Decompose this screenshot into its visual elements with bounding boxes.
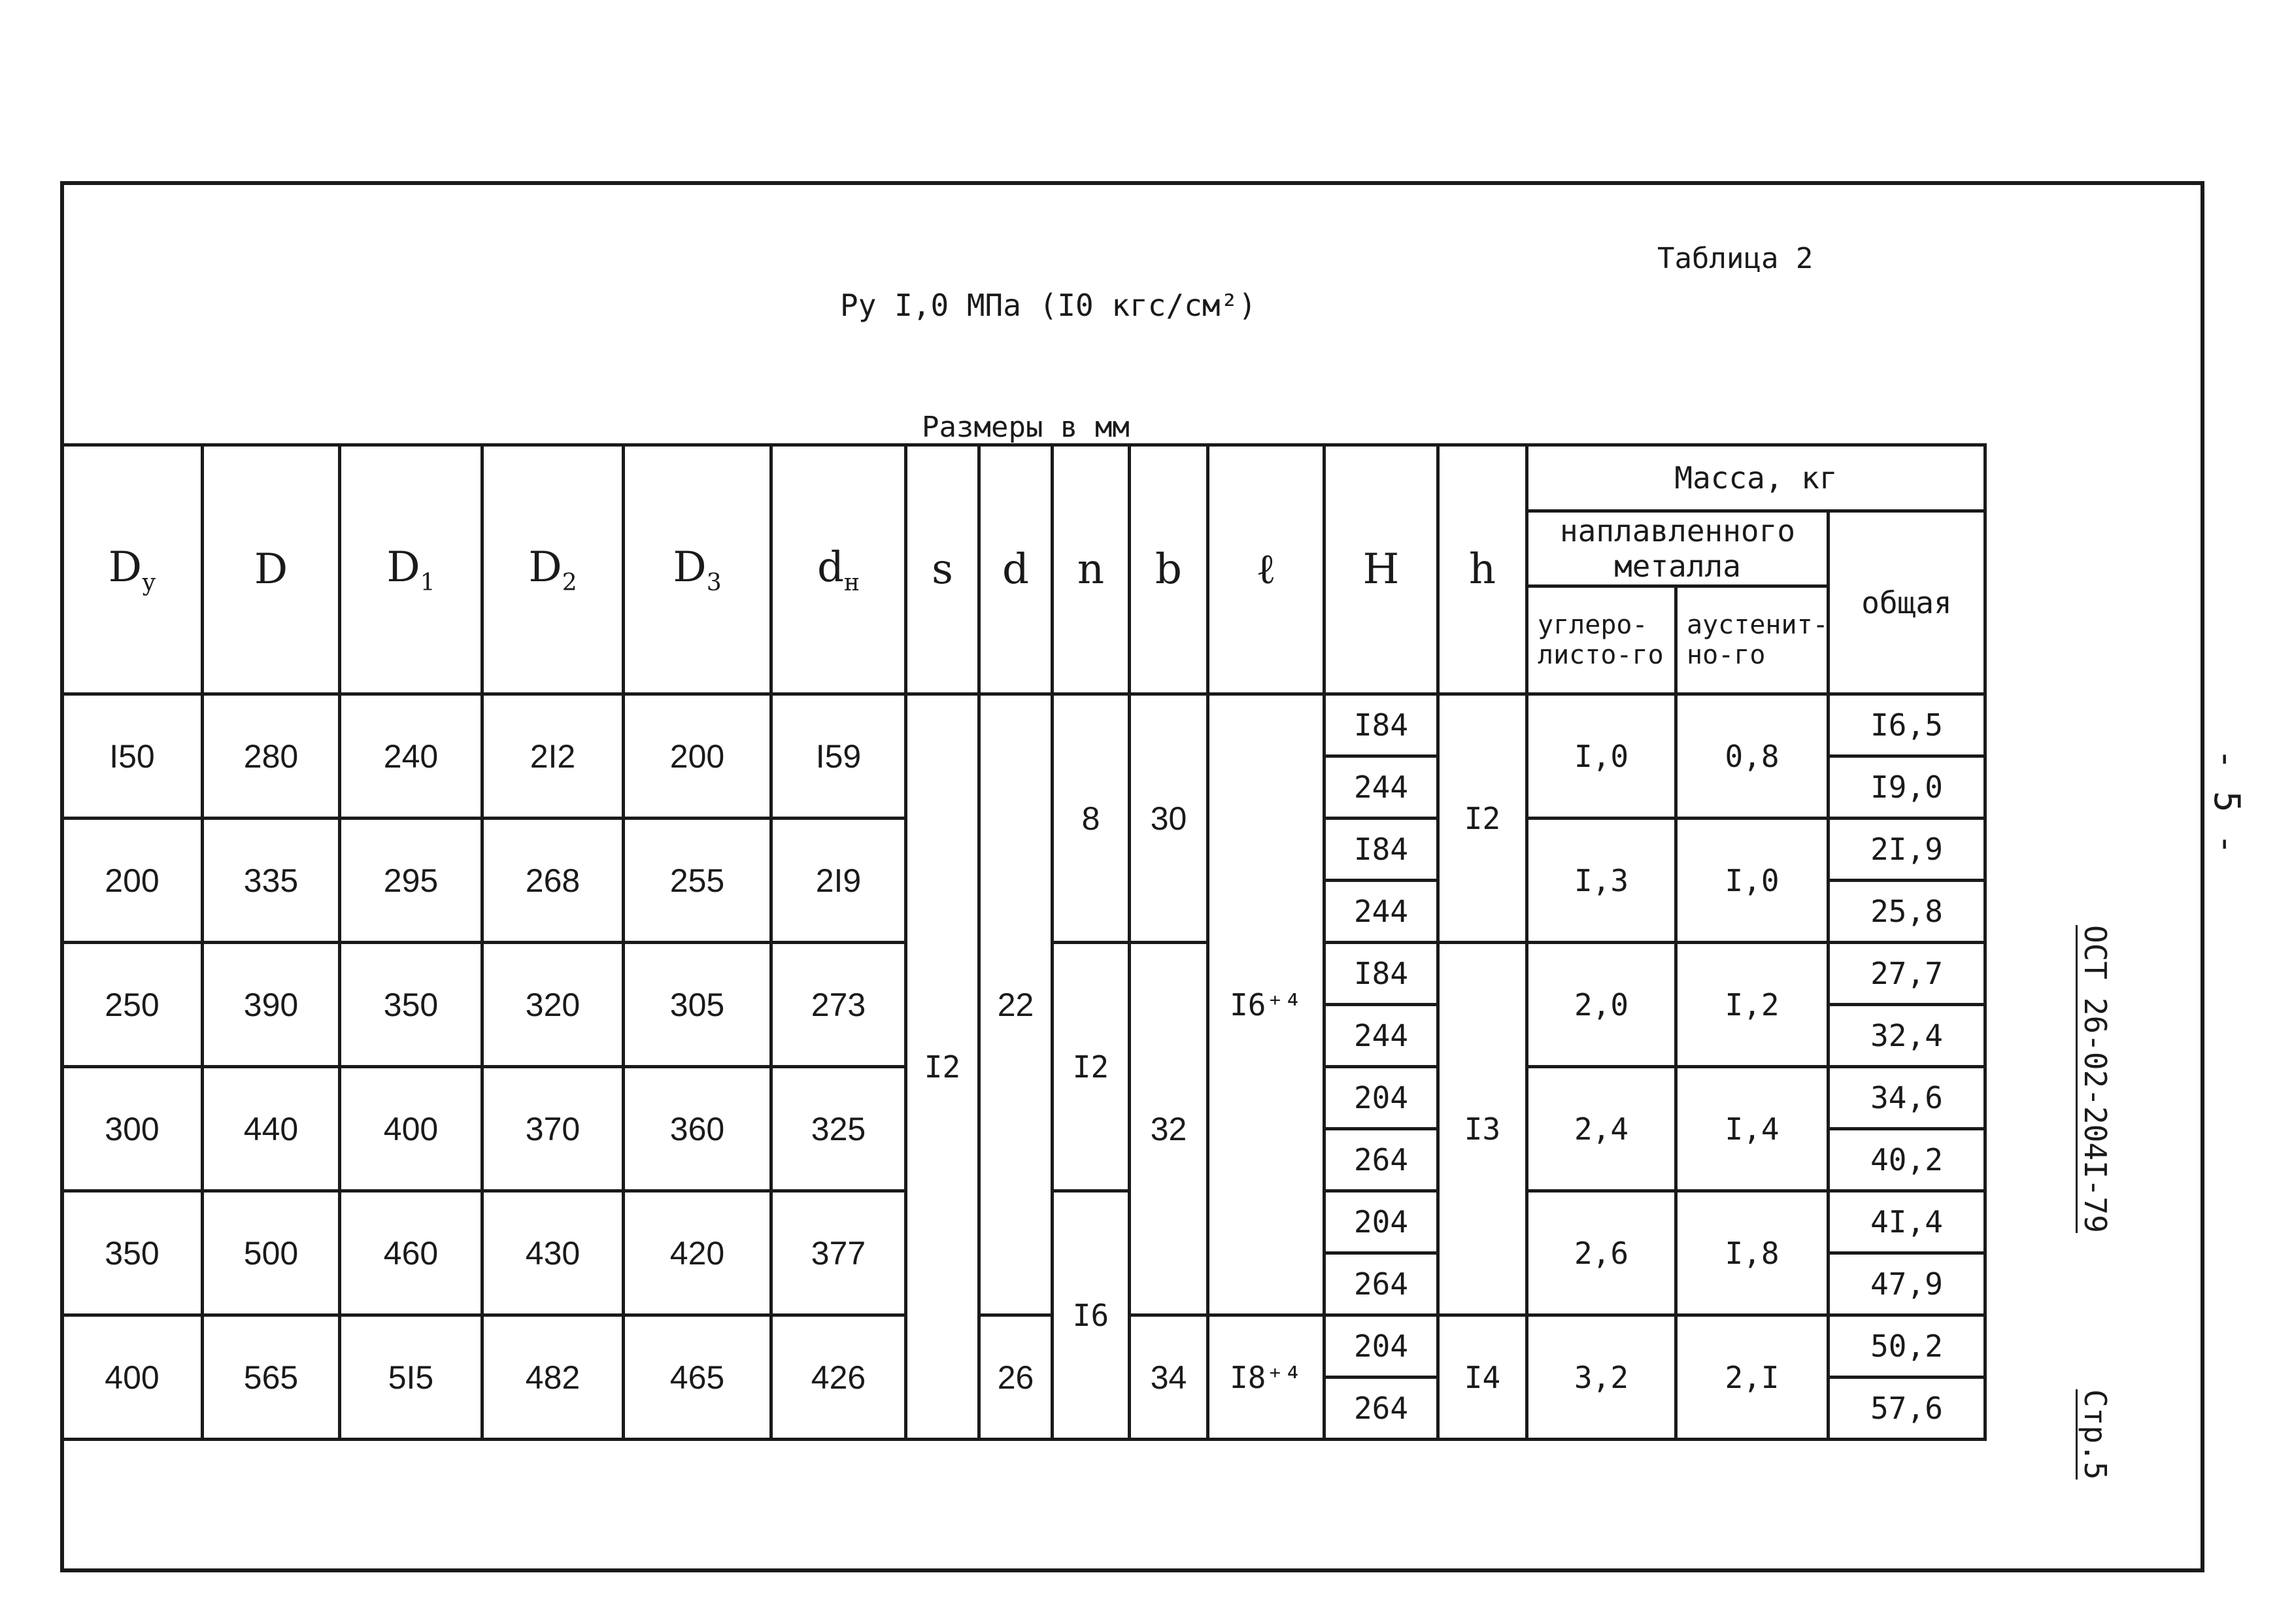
cell-H: 264: [1324, 1253, 1438, 1315]
cell-D: 280: [203, 694, 340, 819]
header-austenitic: аустенит-но-го: [1676, 586, 1829, 694]
pressure-title: Ру I,0 МПа (I0 кгс/см²): [840, 288, 1257, 323]
cell-D: 335: [203, 819, 340, 943]
cell-b: 30: [1130, 694, 1208, 943]
cell-dn: 426: [771, 1315, 906, 1440]
cell-dn: 377: [771, 1191, 906, 1315]
cell-austenitic: 0,8: [1676, 694, 1829, 819]
cell-total: 47,9: [1829, 1253, 1985, 1315]
cell-D: 440: [203, 1067, 340, 1191]
cell-total: 32,4: [1829, 1005, 1985, 1067]
cell-D3: 255: [624, 819, 771, 943]
header-dn: $d_н$: [771, 445, 906, 694]
cell-D1: 5I5: [340, 1315, 482, 1440]
cell-D1: 240: [340, 694, 482, 819]
cell-D: 565: [203, 1315, 340, 1440]
cell-total: I9,0: [1829, 756, 1985, 819]
cell-d: 22: [979, 694, 1053, 1315]
cell-total: 57,6: [1829, 1378, 1985, 1440]
cell-total: I6,5: [1829, 694, 1985, 756]
cell-H: 204: [1324, 1315, 1438, 1378]
flange-dimensions-table: [60, 443, 1987, 1441]
cell-D1: 460: [340, 1191, 482, 1315]
header-D1: $D_1$: [340, 445, 482, 694]
page-marker: - 5 -: [2206, 749, 2248, 855]
cell-total: 25,8: [1829, 881, 1985, 943]
cell-D2: 268: [482, 819, 624, 943]
cell-dn: 2I9: [771, 819, 906, 943]
cell-Dy: 350: [62, 1191, 203, 1315]
header-H: H: [1324, 445, 1438, 694]
cell-b: 32: [1130, 943, 1208, 1315]
cell-l: I6⁺⁴: [1208, 694, 1324, 1315]
standard-code: ОСТ 26-02-204I-79: [2076, 925, 2113, 1233]
cell-dn: I59: [771, 694, 906, 819]
cell-H: 264: [1324, 1129, 1438, 1191]
cell-total: 27,7: [1829, 943, 1985, 1005]
cell-total: 40,2: [1829, 1129, 1985, 1191]
cell-Dy: 300: [62, 1067, 203, 1191]
cell-D2: 430: [482, 1191, 624, 1315]
cell-H: I84: [1324, 943, 1438, 1005]
cell-h: I3: [1438, 943, 1527, 1315]
cell-carbon: 2,0: [1527, 943, 1676, 1067]
cell-b: 34: [1130, 1315, 1208, 1440]
cell-carbon: 3,2: [1527, 1315, 1676, 1440]
cell-n: 8: [1053, 694, 1130, 943]
cell-D2: 2I2: [482, 694, 624, 819]
cell-carbon: I,3: [1527, 819, 1676, 943]
cell-total: 4I,4: [1829, 1191, 1985, 1253]
cell-H: 204: [1324, 1191, 1438, 1253]
cell-dn: 273: [771, 943, 906, 1067]
cell-austenitic: I,4: [1676, 1067, 1829, 1191]
header-carbon: углеро-листо-го: [1527, 586, 1676, 694]
cell-dn: 325: [771, 1067, 906, 1191]
dimensions-note: Размеры в мм: [922, 411, 1130, 444]
cell-carbon: 2,4: [1527, 1067, 1676, 1191]
cell-H: 244: [1324, 881, 1438, 943]
cell-D3: 420: [624, 1191, 771, 1315]
cell-h: I4: [1438, 1315, 1527, 1440]
cell-carbon: I,0: [1527, 694, 1676, 819]
cell-austenitic: 2,I: [1676, 1315, 1829, 1440]
header-Dy: $D_у$: [62, 445, 203, 694]
header-d: d: [979, 445, 1053, 694]
cell-Dy: 400: [62, 1315, 203, 1440]
header-mass: Масса, кг: [1527, 445, 1985, 511]
cell-n: I6: [1053, 1191, 1130, 1440]
cell-D2: 370: [482, 1067, 624, 1191]
header-deposited-metal: наплавленного металла: [1527, 511, 1829, 586]
cell-H: 204: [1324, 1067, 1438, 1129]
cell-D: 390: [203, 943, 340, 1067]
cell-H: 244: [1324, 756, 1438, 819]
cell-Dy: I50: [62, 694, 203, 819]
cell-d: 26: [979, 1315, 1053, 1440]
header-s: s: [906, 445, 979, 694]
header-b: b: [1130, 445, 1208, 694]
header-l: ℓ: [1208, 445, 1324, 694]
table-number: Таблица 2: [1657, 242, 1813, 275]
header-n: n: [1053, 445, 1130, 694]
header-D3: $D_3$: [624, 445, 771, 694]
cell-Dy: 200: [62, 819, 203, 943]
cell-D: 500: [203, 1191, 340, 1315]
cell-H: 264: [1324, 1378, 1438, 1440]
cell-H: 244: [1324, 1005, 1438, 1067]
cell-H: I84: [1324, 819, 1438, 881]
cell-austenitic: I,2: [1676, 943, 1829, 1067]
sheet-number: Стр.5: [2076, 1389, 2113, 1480]
header-D2: $D_2$: [482, 445, 624, 694]
cell-total: 34,6: [1829, 1067, 1985, 1129]
cell-total: 2I,9: [1829, 819, 1985, 881]
cell-D3: 360: [624, 1067, 771, 1191]
cell-D1: 350: [340, 943, 482, 1067]
cell-D2: 482: [482, 1315, 624, 1440]
cell-austenitic: I,0: [1676, 819, 1829, 943]
cell-s: I2: [906, 694, 979, 1440]
cell-total: 50,2: [1829, 1315, 1985, 1378]
cell-l: I8⁺⁴: [1208, 1315, 1324, 1440]
cell-Dy: 250: [62, 943, 203, 1067]
header-total: общая: [1829, 511, 1985, 694]
header-D: D: [203, 445, 340, 694]
cell-D3: 465: [624, 1315, 771, 1440]
cell-n: I2: [1053, 943, 1130, 1191]
cell-D3: 305: [624, 943, 771, 1067]
cell-D1: 295: [340, 819, 482, 943]
header-h: h: [1438, 445, 1527, 694]
cell-D2: 320: [482, 943, 624, 1067]
cell-D1: 400: [340, 1067, 482, 1191]
cell-carbon: 2,6: [1527, 1191, 1676, 1315]
cell-austenitic: I,8: [1676, 1191, 1829, 1315]
cell-H: I84: [1324, 694, 1438, 756]
cell-D3: 200: [624, 694, 771, 819]
cell-h: I2: [1438, 694, 1527, 943]
table-row: [62, 1315, 1985, 1378]
table-row: [62, 694, 1985, 756]
